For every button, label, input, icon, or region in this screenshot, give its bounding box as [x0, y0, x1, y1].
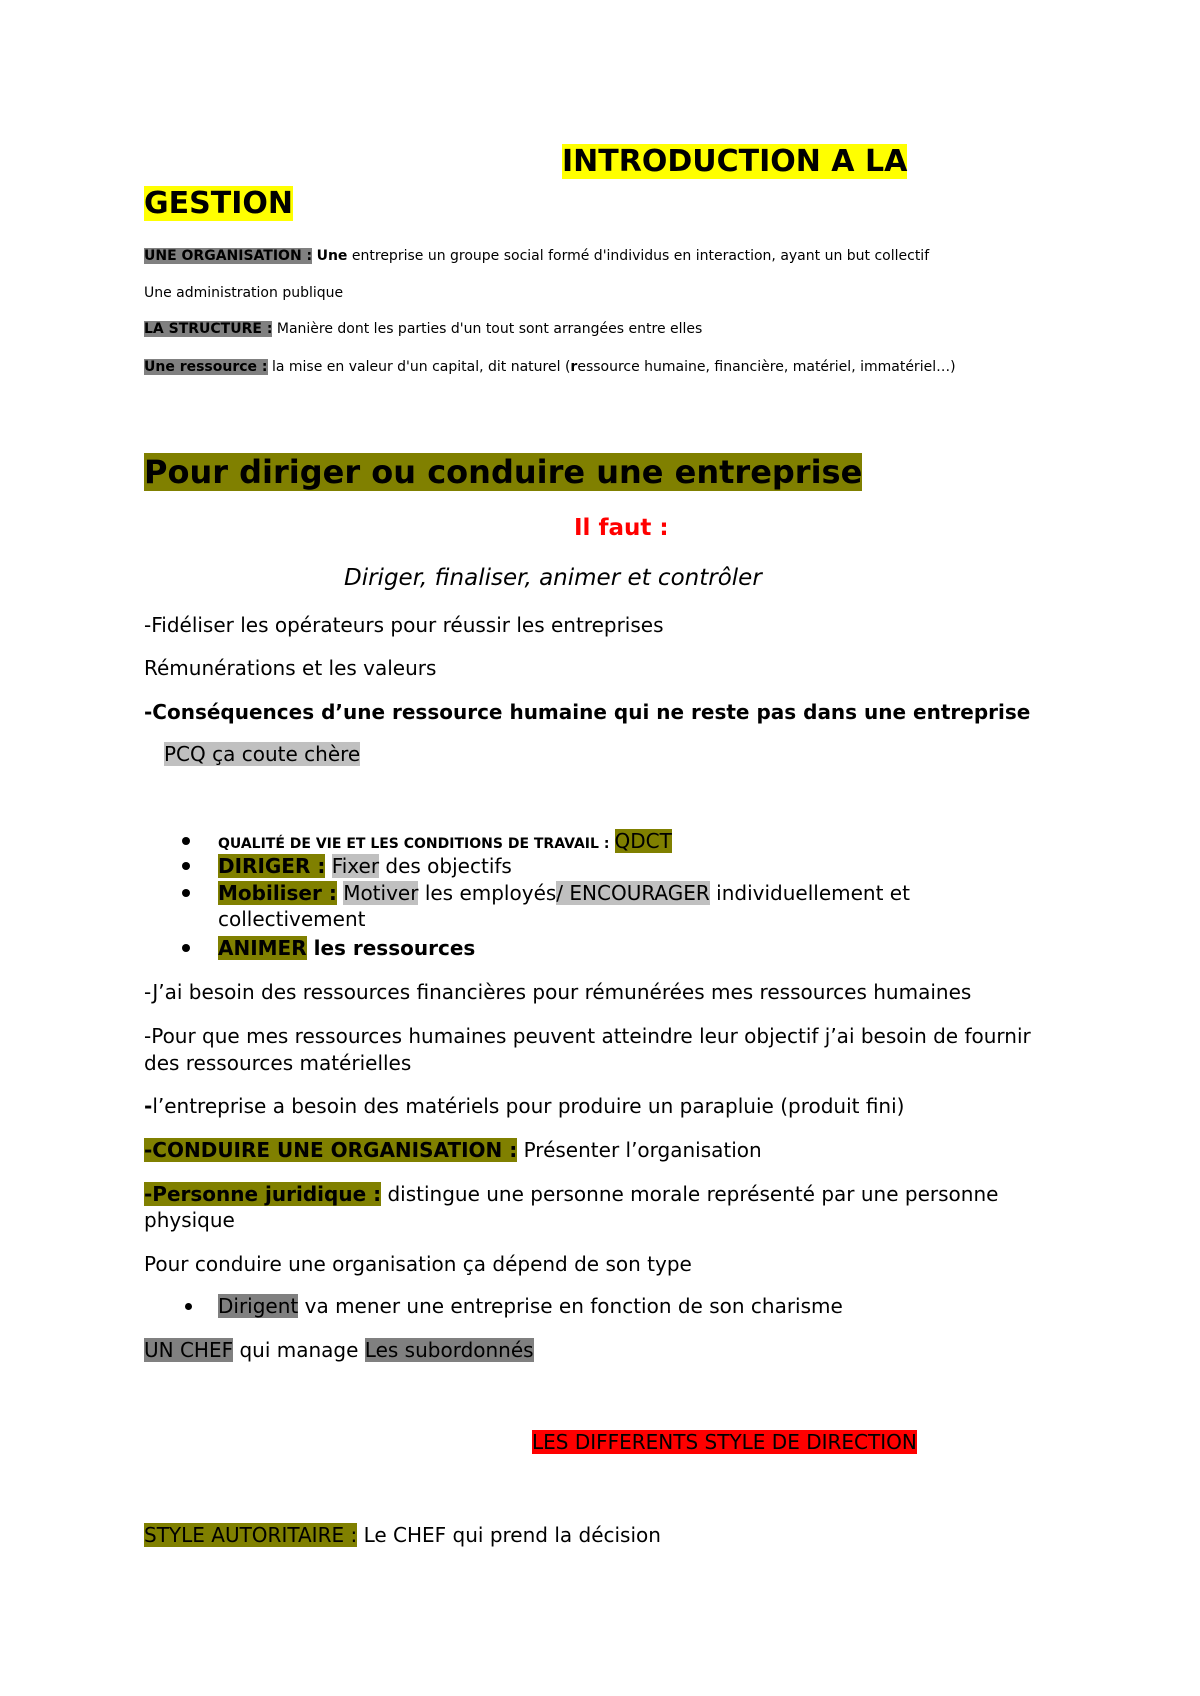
para-parapluie: [144, 1093, 904, 1119]
bullet-mobiliser-line2: collectivement: [218, 907, 366, 931]
bullet-qdct-code: QDCT: [614, 829, 672, 853]
def-res-text-b: essource humaine, financière, matériel, immatériel…): [577, 359, 956, 375]
def-struct-text: Manière dont les parties d'un tout sont arrangées entre elles: [276, 321, 703, 337]
para-fideliser: -Fidéliser les opérateurs pour réussir les entreprises: [144, 613, 664, 637]
para-personne-rest: distingue une personne morale représenté par une personne: [387, 1182, 999, 1206]
bullet-dirigent-rest: va mener une entreprise en fonction de son charisme: [304, 1294, 843, 1318]
bullet-qdct-text: QUALITÉ DE VIE ET LES CONDITIONS DE TRAVAIL :: [218, 836, 610, 852]
para-type: Pour conduire une organisation ça dépend de son type: [144, 1252, 692, 1276]
para-consequences: -Conséquences d’une ressource humaine qui ne reste pas dans une entreprise: [144, 700, 1031, 724]
bullet-animer: [218, 936, 475, 960]
bullet-diriger-term: DIRIGER :: [218, 854, 326, 878]
bullet-qdct: [218, 829, 672, 856]
bullet-diriger-word: Fixer: [331, 854, 380, 878]
il-faut: Il faut :: [574, 515, 669, 541]
bullet-animer-term: ANIMER: [218, 936, 307, 960]
verbs-line: Diriger, finaliser, animer et contrôler: [344, 565, 762, 591]
para-chef: [144, 1337, 534, 1363]
bullet-icon: [182, 862, 190, 870]
para-chef-mid: qui manage: [239, 1338, 359, 1362]
para-pcq: [164, 741, 360, 767]
def-org-text: entreprise un groupe social formé d'individus en interaction, ayant un but collectif: [351, 248, 930, 264]
def-res-term: Une ressource :: [144, 359, 268, 375]
bullet-icon: [182, 837, 190, 845]
def-admin: Une administration publique: [144, 285, 344, 301]
bullet-diriger-rest: des objectifs: [385, 854, 512, 878]
para-style-rest: Le CHEF qui prend la décision: [363, 1523, 661, 1547]
para-parapluie-dash: -: [144, 1094, 153, 1118]
section-heading-diriger-text: Pour diriger ou conduire une entreprise: [144, 453, 863, 491]
title-line-2: [144, 186, 293, 222]
para-personne-line2: physique: [144, 1208, 235, 1232]
para-style-term: STYLE AUTORITAIRE :: [144, 1523, 358, 1547]
para-parapluie-text: l’entreprise a besoin des matériels pour produire un parapluie (produit fini): [152, 1094, 905, 1118]
def-struct-term: LA STRUCTURE :: [144, 321, 273, 337]
title-line-1-text: INTRODUCTION A LA: [562, 144, 908, 179]
para-chef-sub: Les subordonnés: [364, 1338, 534, 1362]
bullet-icon: [185, 1303, 192, 1310]
def-org-lead: Une: [316, 248, 348, 264]
bullet-mobiliser-term: Mobiliser :: [218, 881, 337, 905]
title-line-1: [562, 144, 907, 180]
bullet-animer-rest: les ressources: [313, 936, 476, 960]
para-materielles-1: -Pour que mes ressources humaines peuvent atteindre leur objectif j’ai besoin de fournir: [144, 1024, 1031, 1048]
bullet-icon: [182, 889, 190, 897]
section-heading-diriger: [144, 452, 862, 492]
def-ressource: [144, 357, 956, 377]
para-financieres: -J’ai besoin des ressources financières pour rémunérées mes ressources humaines: [144, 980, 972, 1004]
section-heading-styles: [532, 1429, 917, 1455]
def-org-term: UNE ORGANISATION :: [144, 248, 313, 264]
para-conduire: [144, 1137, 762, 1163]
bullet-mobiliser-word: Motiver: [343, 881, 419, 905]
para-personne: [144, 1181, 998, 1207]
title-line-2-text: GESTION: [144, 186, 293, 221]
section-heading-styles-text: LES DIFFERENTS STYLE DE DIRECTION: [532, 1430, 917, 1454]
para-pcq-text: PCQ ça coute chère: [164, 742, 361, 766]
para-conduire-rest: Présenter l’organisation: [523, 1138, 762, 1162]
bullet-diriger: [218, 854, 512, 878]
bullet-mobiliser: [218, 881, 910, 905]
bullet-mobiliser-enc: / ENCOURAGER: [556, 881, 710, 905]
para-materielles-2: des ressources matérielles: [144, 1051, 412, 1075]
bullet-mobiliser-rest: individuellement et: [716, 881, 910, 905]
bullet-mobiliser-mid: les employés: [424, 881, 557, 905]
para-personne-term: -Personne juridique :: [144, 1182, 382, 1206]
def-structure: [144, 319, 702, 339]
para-conduire-term: -CONDUIRE UNE ORGANISATION :: [144, 1138, 518, 1162]
def-res-text-r: r: [570, 359, 578, 375]
para-chef-word: UN CHEF: [144, 1338, 234, 1362]
def-res-text-a: la mise en valeur d'un capital, dit naturel (: [271, 359, 571, 375]
bullet-dirigent-word: Dirigent: [218, 1294, 299, 1318]
bullet-icon: [182, 944, 190, 952]
para-style-autoritaire: [144, 1522, 661, 1548]
def-organisation: [144, 246, 929, 266]
bullet-dirigent: [218, 1293, 843, 1319]
para-remunerations: Rémunérations et les valeurs: [144, 656, 437, 680]
